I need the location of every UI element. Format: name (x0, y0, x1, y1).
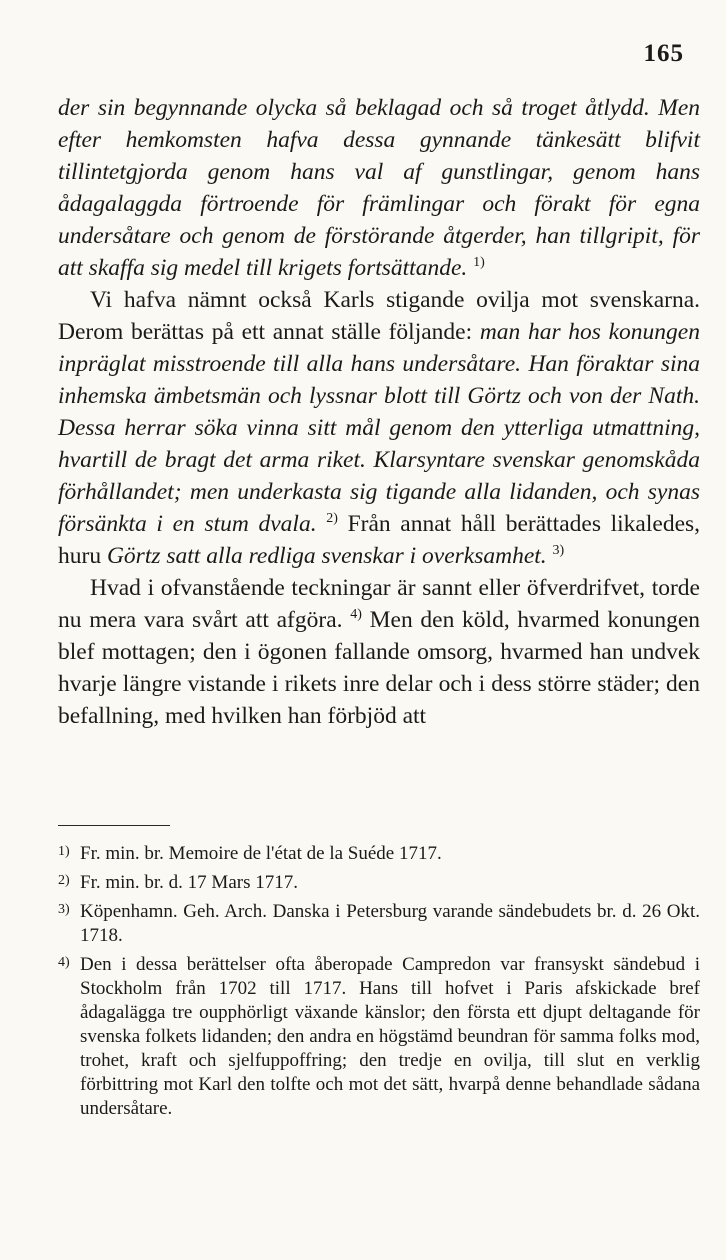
footnote-3 (58, 898, 700, 948)
page-number: 165 (643, 40, 684, 67)
paragraph-3-roman-b: Men den köld, hvarmed konungen blef mottagen; den i ögonen fallande omsorg, hvarmed han undvek hvarje längre vistande i rikets inre delar och i dess större städer; den befallning, med hvilken han förbjöd att (58, 607, 701, 729)
paragraph-2-italic-quote: man har hos konungen inpräglat misstroende till alla hans undersåtare. Han föraktar sina inhemska ämbetsmän och lyssnar blott till Görtz och von der Nath. Dessa herrar söka vinna sitt mål genom den ytterliga utmattning, hvartill de bragt det arma riket. Klarsyntare svenskar genomskåda förhållandet; men underkasta sig tigande alla lidanden, och synas försänkta i en stum dvala. (58, 319, 700, 537)
footnote-marker: 4) (58, 955, 70, 970)
paragraph-1-italic: der sin begynnande olycka så beklagad och så troget åtlydd. Men efter hemkomsten hafva dessa gynnande tänkesätt blifvit tillintetgjorda genom hans val af gunstlingar, genom hans ådagalaggda förtroende för främlingar och förakt för egna undersåtare och genom de förstörande åtgerder, han tillgripit, för att skaffa sig medel till krigets fortsättande. (58, 95, 700, 281)
footnote-ref-3: 3) (552, 543, 565, 559)
footnote-4 (58, 951, 700, 1121)
paragraph-2-italic-quote-2: Görtz satt alla redliga svenskar i overksamhet. (106, 543, 547, 569)
footnote-marker: 3) (58, 902, 70, 917)
footnote-1 (58, 840, 700, 866)
footnote-text: Fr. min. br. d. 17 Mars 1717. (80, 872, 298, 893)
footnote-text: Fr. min. br. Memoire de l'état de la Suéde 1717. (80, 843, 442, 864)
footnote-text: Den i dessa berättelser ofta åberopade Campredon var fransyskt sändebud i Stockholm från 1702 till 1717. Hans till hofvet i Paris afskickade bref ådagalägga tre oupphörligt växande känslor; den första ett djupt deltagande för svenska folkets lidanden; den andra en högstämd beundran för samma folks mod, trohet, kraft och sjelfuppoffring; den tredje en ovilja, till slut en verklig förbittring mot Karl den tolfte och mot det sätt, hvarpå denne behandlade sådana undersåtare. (80, 954, 700, 1119)
paragraph-3-roman-a: Hvad i ofvanstående teckningar är sannt eller öfverdrifvet, torde nu mera vara svårt att afgöra. (58, 575, 700, 633)
paragraph-1 (58, 92, 700, 284)
footnote-marker: 2) (58, 873, 70, 888)
footnote-2 (58, 869, 700, 895)
paragraph-2-roman-a: Vi hafva nämnt också Karls stigande ovilja mot svenskarna. Derom berättas på ett annat ställe följande: (58, 287, 700, 345)
footnote-divider (58, 825, 170, 826)
footnote-ref-1: 1) (473, 255, 485, 271)
paragraph-3 (58, 572, 700, 732)
footnote-marker: 1) (58, 844, 70, 859)
footnote-ref-4: 4) (350, 607, 362, 623)
paragraph-2 (58, 284, 700, 572)
footnote-ref-2: 2) (326, 511, 338, 527)
footnote-text: Köpenhamn. Geh. Arch. Danska i Petersburg varande sändebudets br. d. 26 Okt. 1718. (80, 901, 700, 946)
main-text (58, 92, 700, 732)
footnotes (58, 840, 700, 1124)
paragraph-2-roman-c: Från annat håll berättades likaledes, huru (58, 511, 701, 569)
